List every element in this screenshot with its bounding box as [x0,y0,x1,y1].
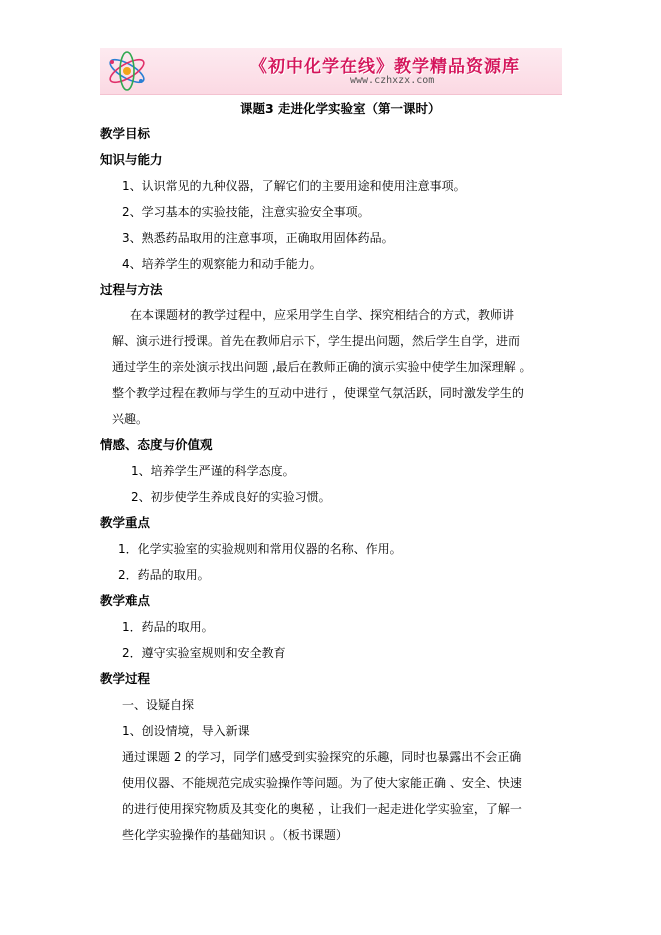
paragraph-line: 解、演示进行授课。首先在教师启示下，学生提出问题，然后学生自学，进而 [112,334,521,348]
process-subheading: 1、创设情境，导入新课 [122,724,250,738]
paragraph-line: 兴趣。 [112,412,149,426]
paragraph-line: 在本课题材的教学过程中，应采用学生自学、探究相结合的方式，教师讲 [130,308,515,322]
key-item: 1．化学实验室的实验规则和常用仪器的名称、作用。 [118,542,402,556]
emotion-item: 1、培养学生严谨的科学态度。 [131,464,295,478]
heading-objectives: 教学目标 [100,126,151,141]
paragraph-line: 些化学实验操作的基础知识 。（板书课题） [122,828,348,842]
header-banner [100,48,562,95]
difficulty-item: 2．遵守实验室规则和安全教育 [122,646,286,660]
heading-emotion: 情感、态度与价值观 [100,437,213,452]
paragraph-line: 整个教学过程在教师与学生的互动中进行 ，使课堂气氛活跃，同时激发学生的 [112,386,524,400]
paragraph-line: 通过学生的亲处演示找出问题 ,最后在教师正确的演示实验中使学生加深理解 。 [112,360,532,374]
process-subheading: 一、设疑自探 [122,698,195,712]
emotion-item: 2、初步使学生养成良好的实验习惯。 [131,490,331,504]
knowledge-item: 4、培养学生的观察能力和动手能力。 [122,257,322,271]
heading-knowledge: 知识与能力 [100,152,163,167]
knowledge-item: 1、认识常见的九种仪器，了解它们的主要用途和使用注意事项。 [122,179,466,193]
paragraph-line: 使用仪器、不能规范完成实验操作等问题。为了使大家能正确 、安全、快速 [122,776,522,790]
banner-title: 《初中化学在线》教学精品资源库 [250,57,520,77]
heading-teaching-process: 教学过程 [100,671,151,686]
paragraph-line: 通过课题 2 的学习，同学们感受到实验探究的乐趣，同时也暴露出不会正确 [122,750,522,764]
heading-process-method: 过程与方法 [100,282,163,297]
heading-key-points: 教学重点 [100,515,151,530]
heading-difficulties: 教学难点 [100,593,151,608]
key-item: 2．药品的取用。 [118,568,210,582]
banner-url: www.czhxzx.com [350,75,435,86]
atom-logo-icon [104,50,150,92]
paragraph-line: 的进行使用探究物质及其变化的奥秘 ，让我们一起走进化学实验室，了解一 [122,802,522,816]
knowledge-item: 2、学习基本的实验技能，注意实验安全事项。 [122,205,370,219]
difficulty-item: 1．药品的取用。 [122,620,214,634]
knowledge-item: 3、熟悉药品取用的注意事项，正确取用固体药品。 [122,231,394,245]
document-title: 课题3 走进化学实验室（第一课时） [240,101,441,116]
